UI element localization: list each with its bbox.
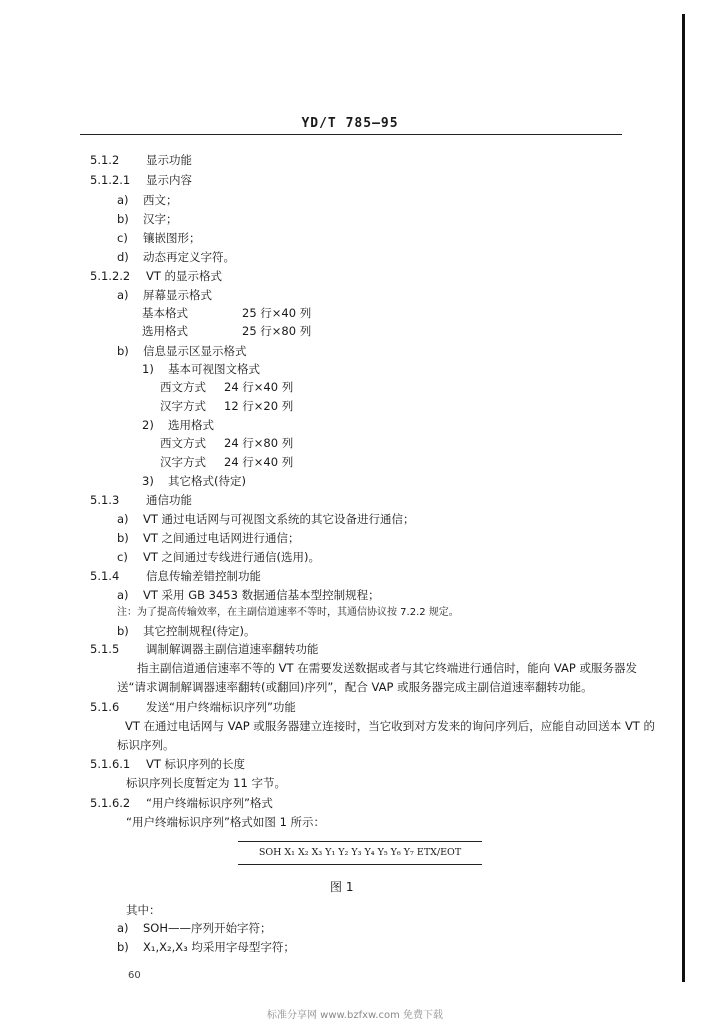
format-row: 西文方式 24 行×40 列 [160,380,294,394]
format-row: 基本格式 25 行×40 列 [142,306,312,320]
section-5-1-2: 5.1.2 显示功能 [90,153,192,167]
page-number: 60 [128,970,141,981]
section-5-1-6: 5.1.6 发送“用户终端标识序列”功能 [90,700,296,714]
list-item: b) VT 之间通过电话网进行通信； [117,531,300,545]
list-item: c) VT 之间通过专线进行通信(选用)。 [117,550,321,564]
section-5-1-5: 5.1.5 调制解调器主副信道速率翻转功能 [90,642,319,656]
section-5-1-4: 5.1.4 信息传输差错控制功能 [90,569,261,583]
list-item: a) VT 通过电话网与可视图文系统的其它设备进行通信； [117,512,415,526]
page-edge-border [682,14,685,982]
list-item: a) 屏幕显示格式 [117,288,212,302]
watermark: 标准分享网 www.bzfxw.com 免费下载 [267,1010,443,1021]
section-5-1-6-1: 5.1.6.1 VT 标识序列的长度 [90,757,246,771]
format-row: 汉字方式 12 行×20 列 [160,399,294,413]
paragraph: “用户终端标识序列”格式如图 1 所示： [126,815,326,829]
list-item: b) 汉字； [117,212,178,226]
section-5-1-3: 5.1.3 通信功能 [90,493,192,507]
paragraph: 其中： [126,903,161,917]
paragraph: 指主副信道通信速率不等的 VT 在需要发送数据或者与其它终端进行通信时，能向 VAP 或服务器发送“请求调制解调器速率翻转(或翻回)序列”，配合 VAP 或服务器完成主副信道速率翻转功能。 [117,661,637,694]
section-5-1-6-2: 5.1.6.2 “用户终端标识序列”格式 [90,796,273,810]
paragraph: 标识序列长度暂定为 11 字节。 [126,776,286,790]
list-item: b) X₁,X₂,X₃ 均采用字母型字符； [117,940,295,954]
note: 注：为了提高传输效率，在主副信道速率不等时，其通信协议按 7.2.2 规定。 [117,607,459,618]
format-row: 西文方式 24 行×80 列 [160,436,294,450]
list-item: b) 其它控制规程(待定)。 [117,624,256,638]
header-rule [80,134,622,135]
list-item: 1) 基本可视图文格式 [142,362,260,376]
list-item: b) 信息显示区显示格式 [117,344,247,358]
section-5-1-2-1: 5.1.2.1 显示内容 [90,173,192,187]
list-item: a) VT 采用 GB 3453 数据通信基本型控制规程； [117,588,380,602]
list-item: 3) 其它格式(待定) [142,474,246,488]
figure-caption: 图 1 [330,880,354,894]
paragraph: VT 在通过电话网与 VAP 或服务器建立连接时，当它收到对方发来的询问序列后，应能自动回送本 VT 的标识序列。 [117,719,655,752]
format-row: 汉字方式 24 行×40 列 [160,455,294,469]
list-item: a) 西文； [117,193,178,207]
format-row: 选用格式 25 行×80 列 [142,324,312,338]
identification-sequence-figure: SOH X₁ X₂ X₃ Y₁ Y₂ Y₃ Y₄ Y₅ Y₆ Y₇ ETX/EOT [238,841,482,865]
section-5-1-2-2: 5.1.2.2 VT 的显示格式 [90,269,223,283]
list-item: c) 镶嵌图形； [117,231,201,245]
document-header: YD/T 785—95 [301,116,399,131]
list-item: a) SOH——序列开始字符； [117,921,272,935]
list-item: 2) 选用格式 [142,418,214,432]
list-item: d) 动态再定义字符。 [117,250,235,264]
